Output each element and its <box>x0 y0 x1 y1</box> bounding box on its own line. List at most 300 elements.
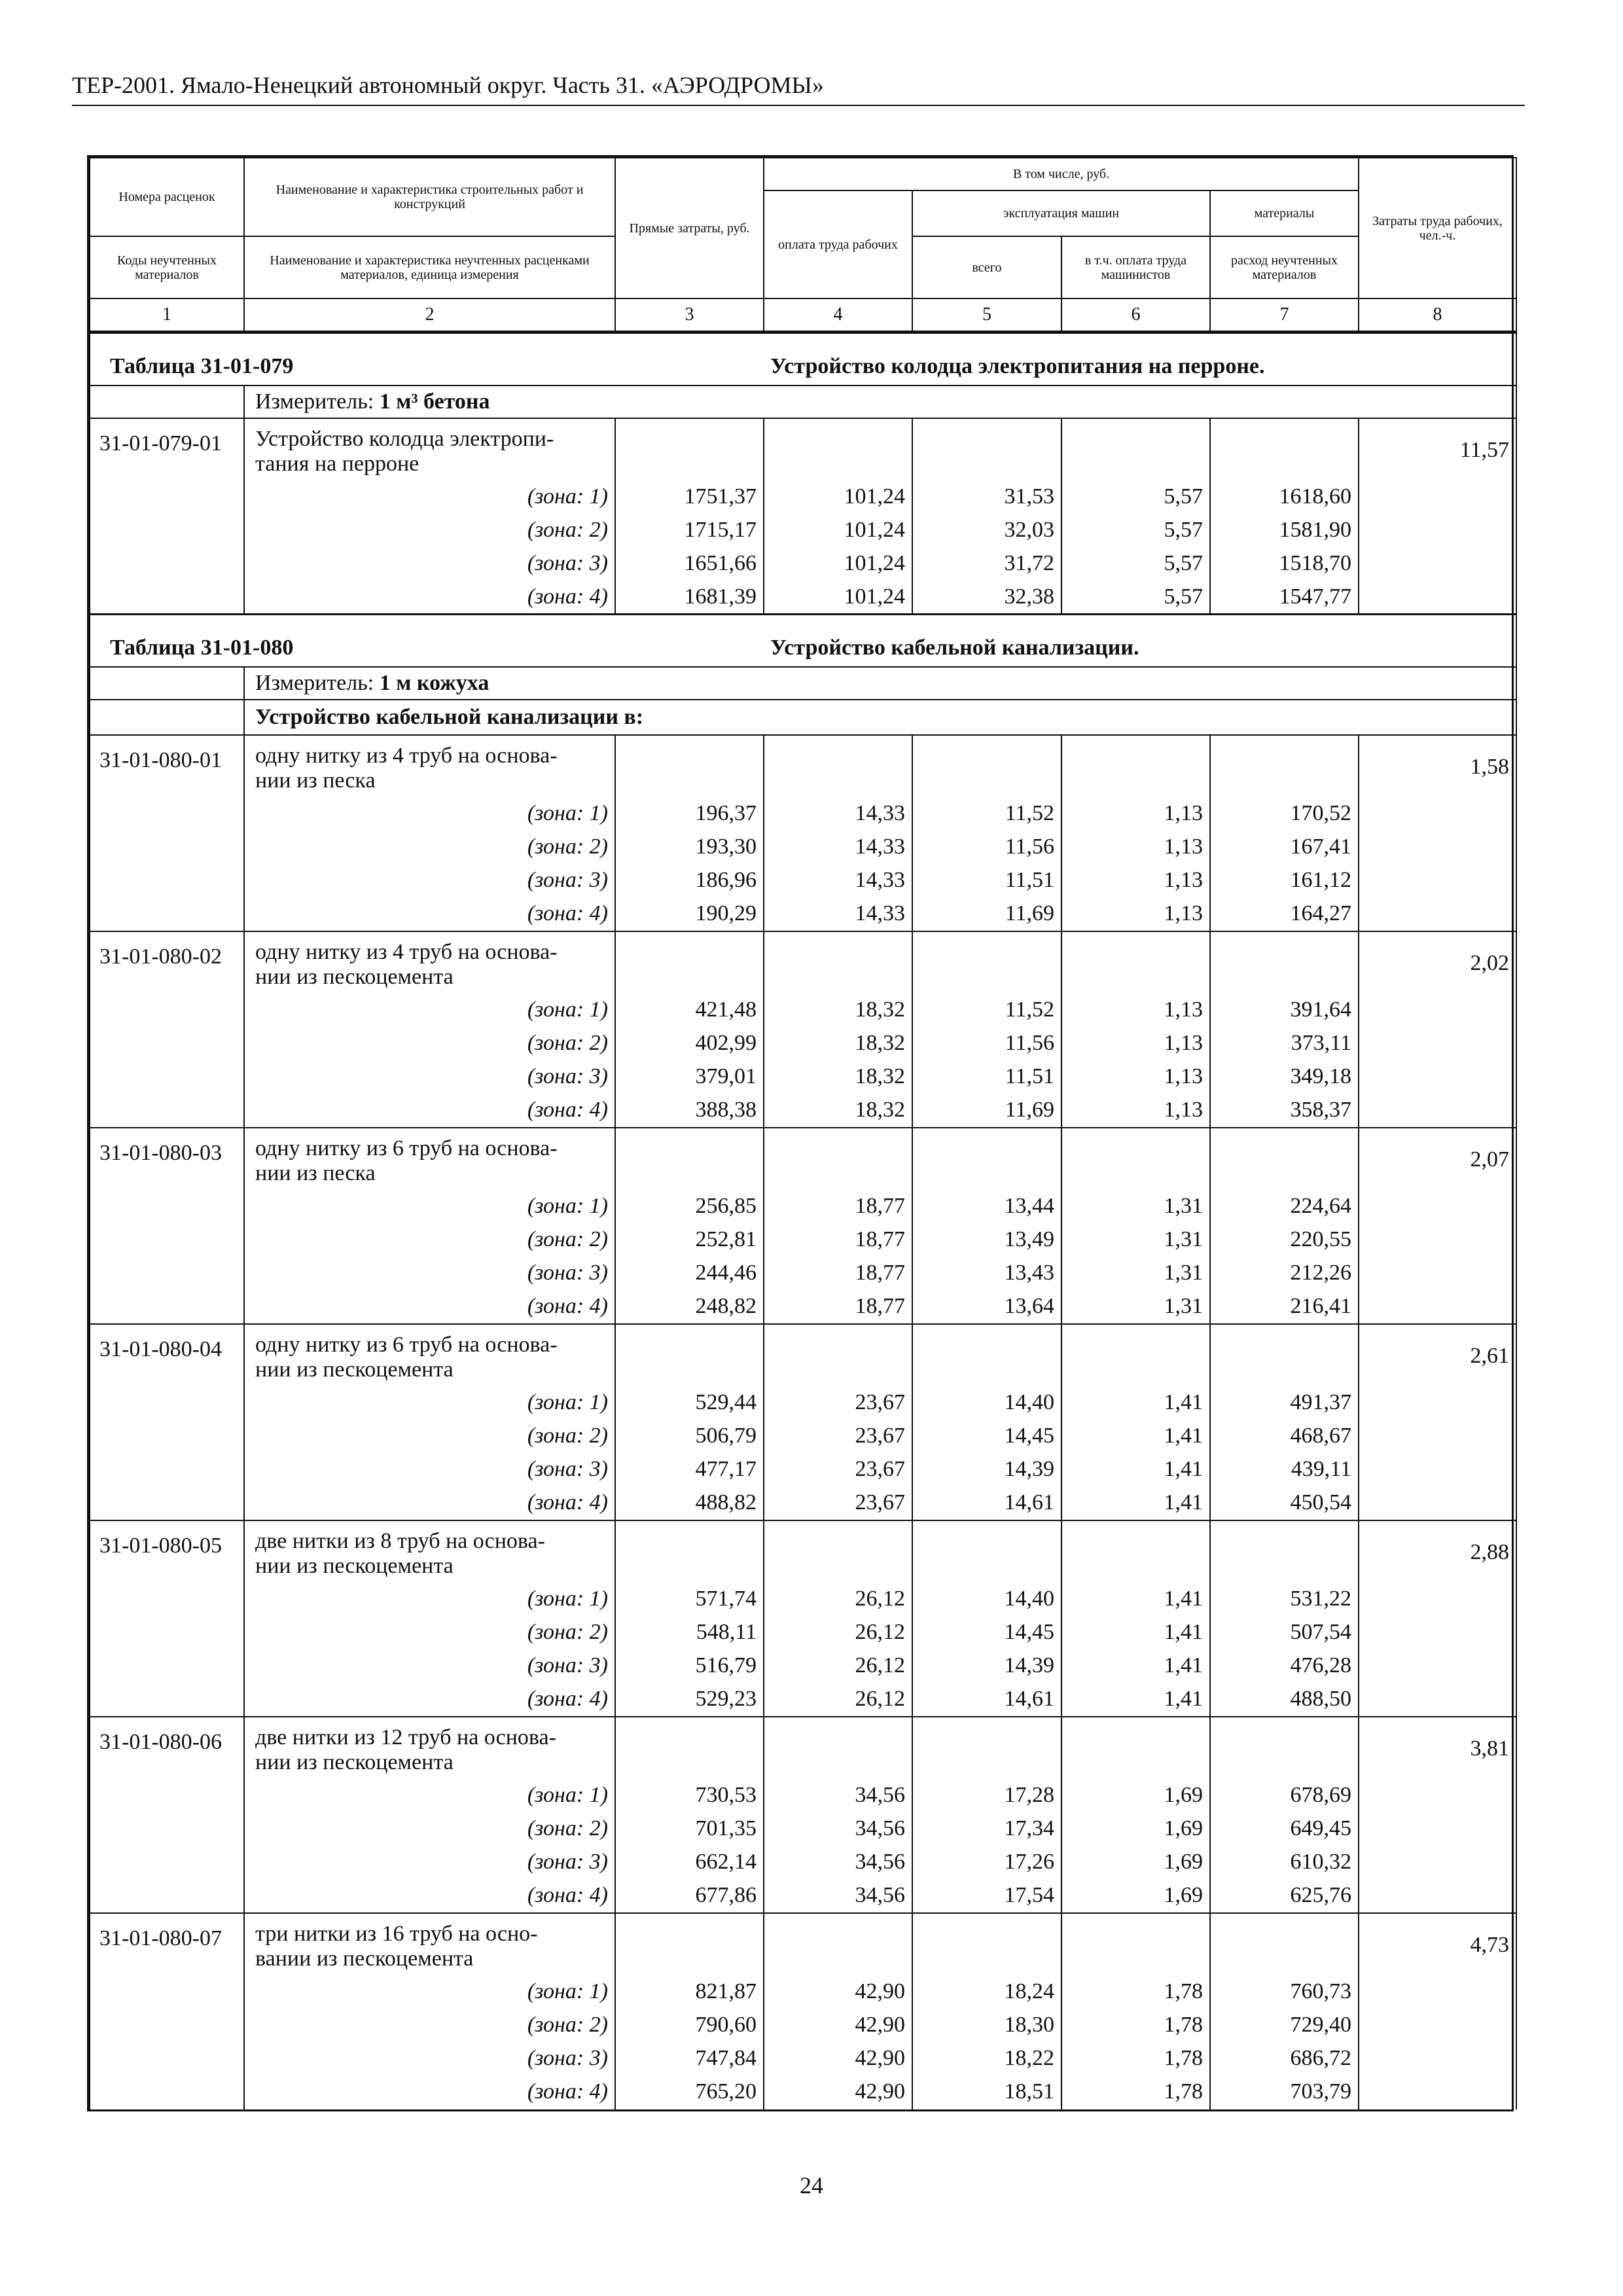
header-operator-wages: в т.ч. оплата труда машинистов <box>1061 236 1210 298</box>
machine-costs: 31,53 <box>912 481 1061 514</box>
header-material-codes: Коды неучтенных материалов <box>90 236 244 298</box>
operator-wages: 1,13 <box>1061 798 1210 831</box>
material-costs: 450,54 <box>1210 1487 1359 1520</box>
zone-label: (зона: 3) <box>244 1846 615 1880</box>
zone-label: (зона: 2) <box>244 2009 615 2043</box>
material-costs: 373,11 <box>1210 1028 1359 1061</box>
zone-label: (зона: 4) <box>244 1487 615 1520</box>
rate-code: 31-01-080-04 <box>90 1324 244 1520</box>
labor-costs: 2,07 <box>1359 1128 1516 1324</box>
machine-costs: 31,72 <box>912 548 1061 581</box>
zone-row <box>90 548 1516 581</box>
direct-costs: 248,82 <box>615 1291 764 1324</box>
material-costs: 476,28 <box>1210 1650 1359 1683</box>
direct-costs: 1751,37 <box>615 481 764 514</box>
zone-row <box>90 1094 1516 1128</box>
worker-wages: 14,33 <box>764 798 912 831</box>
zone-label: (зона: 2) <box>244 1224 615 1257</box>
header-wages: оплата труда рабочих <box>764 190 912 298</box>
material-costs: 678,69 <box>1210 1780 1359 1813</box>
empty-cell <box>1061 1128 1210 1191</box>
zone-row <box>90 1813 1516 1846</box>
machine-costs: 14,40 <box>912 1583 1061 1617</box>
material-costs: 703,79 <box>1210 2076 1359 2109</box>
rate-position-row <box>90 735 1516 798</box>
direct-costs: 488,82 <box>615 1487 764 1520</box>
table-id: Таблица 31-01-079 <box>110 354 294 378</box>
zone-label: (зона: 1) <box>244 798 615 831</box>
direct-costs: 244,46 <box>615 1257 764 1291</box>
machine-costs: 11,52 <box>912 798 1061 831</box>
zone-label: (зона: 2) <box>244 1617 615 1650</box>
rate-name-line: вании из пескоцемента <box>255 1946 474 1971</box>
empty-cell <box>615 1717 764 1780</box>
rate-name-line: две нитки из 8 труб на основа- <box>255 1528 545 1553</box>
machine-costs: 11,51 <box>912 865 1061 898</box>
worker-wages: 101,24 <box>764 548 912 581</box>
zone-row <box>90 1617 1516 1650</box>
zone-label: (зона: 4) <box>244 2076 615 2109</box>
operator-wages: 1,13 <box>1061 831 1210 865</box>
direct-costs: 477,17 <box>615 1454 764 1487</box>
zone-row <box>90 1224 1516 1257</box>
direct-costs: 256,85 <box>615 1191 764 1224</box>
zone-label: (зона: 3) <box>244 1454 615 1487</box>
machine-costs: 11,69 <box>912 898 1061 931</box>
material-costs: 729,40 <box>1210 2009 1359 2043</box>
zone-row <box>90 1291 1516 1324</box>
rate-name <box>244 1324 615 1387</box>
empty-cell <box>615 1128 764 1191</box>
rate-name-line: нии из песка <box>255 768 376 793</box>
empty-cell <box>615 1520 764 1583</box>
column-number: 6 <box>1061 298 1210 331</box>
column-number: 1 <box>90 298 244 331</box>
operator-wages: 1,78 <box>1061 2009 1210 2043</box>
empty-cell <box>615 735 764 798</box>
machine-costs: 17,54 <box>912 1880 1061 1913</box>
material-costs: 161,12 <box>1210 865 1359 898</box>
zone-label: (зона: 3) <box>244 1061 615 1094</box>
material-costs: 1581,90 <box>1210 514 1359 548</box>
zone-row <box>90 1061 1516 1094</box>
material-costs: 220,55 <box>1210 1224 1359 1257</box>
zone-row <box>90 865 1516 898</box>
material-costs: 216,41 <box>1210 1291 1359 1324</box>
meter-value: 1 м кожуха <box>379 670 490 695</box>
rate-name-line: тания на перроне <box>255 451 419 476</box>
worker-wages: 18,32 <box>764 1028 912 1061</box>
material-costs: 164,27 <box>1210 898 1359 931</box>
worker-wages: 34,56 <box>764 1846 912 1880</box>
table-title-row <box>90 615 1516 667</box>
header-material-names: Наименование и характеристика неучтенных расценками материалов, единица измерения <box>244 236 615 298</box>
operator-wages: 1,41 <box>1061 1454 1210 1487</box>
worker-wages: 34,56 <box>764 1780 912 1813</box>
rate-name-line: нии из пескоцемента <box>255 1357 454 1382</box>
machine-costs: 17,26 <box>912 1846 1061 1880</box>
zone-row <box>90 1454 1516 1487</box>
zone-label: (зона: 2) <box>244 514 615 548</box>
empty-cell <box>912 418 1061 481</box>
zone-row <box>90 2043 1516 2076</box>
worker-wages: 26,12 <box>764 1683 912 1717</box>
machine-costs: 32,38 <box>912 581 1061 615</box>
zone-label: (зона: 2) <box>244 831 615 865</box>
material-costs: 358,37 <box>1210 1094 1359 1128</box>
rate-name-line: одну нитку из 4 труб на основа- <box>255 743 558 768</box>
zone-row <box>90 1846 1516 1880</box>
machine-costs: 14,39 <box>912 1454 1061 1487</box>
meter-label: Измеритель: <box>255 389 374 414</box>
zone-row <box>90 1420 1516 1454</box>
direct-costs: 701,35 <box>615 1813 764 1846</box>
meter-value: 1 м³ бетона <box>379 389 490 414</box>
zone-label: (зона: 2) <box>244 1028 615 1061</box>
operator-wages: 1,78 <box>1061 1976 1210 2009</box>
empty-cell <box>912 1717 1061 1780</box>
rate-name-line: нии из пескоцемента <box>255 1553 454 1578</box>
worker-wages: 18,32 <box>764 1061 912 1094</box>
operator-wages: 1,78 <box>1061 2043 1210 2076</box>
operator-wages: 1,13 <box>1061 865 1210 898</box>
machine-costs: 14,61 <box>912 1487 1061 1520</box>
table-title: Устройство колодца электропитания на перроне. <box>770 354 1265 378</box>
rate-position-row <box>90 1520 1516 1583</box>
worker-wages: 34,56 <box>764 1880 912 1913</box>
operator-wages: 1,69 <box>1061 1846 1210 1880</box>
machine-costs: 17,34 <box>912 1813 1061 1846</box>
rate-position-row <box>90 1128 1516 1191</box>
worker-wages: 18,32 <box>764 1094 912 1128</box>
table-title: Устройство кабельной канализации. <box>770 636 1139 660</box>
empty-cell <box>615 1913 764 1976</box>
empty-cell <box>1210 1128 1359 1191</box>
empty-cell <box>1061 1717 1210 1780</box>
empty-cell <box>912 1520 1061 1583</box>
empty-cell <box>912 735 1061 798</box>
worker-wages: 23,67 <box>764 1420 912 1454</box>
empty-cell <box>764 735 912 798</box>
operator-wages: 5,57 <box>1061 548 1210 581</box>
group-heading: Устройство кабельной канализации в: <box>244 700 1516 735</box>
direct-costs: 402,99 <box>615 1028 764 1061</box>
direct-costs: 190,29 <box>615 898 764 931</box>
machine-costs: 18,24 <box>912 1976 1061 2009</box>
empty-cell <box>1210 1717 1359 1780</box>
direct-costs: 529,23 <box>615 1683 764 1717</box>
machine-costs: 11,69 <box>912 1094 1061 1128</box>
zone-label: (зона: 1) <box>244 1387 615 1420</box>
zone-label: (зона: 2) <box>244 1813 615 1846</box>
zone-row <box>90 1780 1516 1813</box>
empty-cell <box>764 1520 912 1583</box>
worker-wages: 101,24 <box>764 481 912 514</box>
zone-row <box>90 514 1516 548</box>
rate-position-row <box>90 931 1516 994</box>
empty-cell <box>1061 1913 1210 1976</box>
rate-code: 31-01-080-03 <box>90 1128 244 1324</box>
header-materials: материалы <box>1210 190 1359 236</box>
material-costs: 491,37 <box>1210 1387 1359 1420</box>
running-head: ТЕР-2001. Ямало-Ненецкий автономный округ. Часть 31. «АЭРОДРОМЫ» <box>72 71 1525 106</box>
zone-row <box>90 2076 1516 2109</box>
rate-name-line: нии из песка <box>255 1160 376 1185</box>
zone-label: (зона: 1) <box>244 1976 615 2009</box>
direct-costs: 677,86 <box>615 1880 764 1913</box>
zone-label: (зона: 1) <box>244 994 615 1028</box>
rate-position-row <box>90 1717 1516 1780</box>
operator-wages: 1,41 <box>1061 1387 1210 1420</box>
empty-cell <box>912 1913 1061 1976</box>
operator-wages: 1,41 <box>1061 1420 1210 1454</box>
zone-label: (зона: 2) <box>244 1420 615 1454</box>
machine-costs: 11,51 <box>912 1061 1061 1094</box>
group-spacer <box>90 700 244 735</box>
table-id: Таблица 31-01-080 <box>110 636 294 660</box>
direct-costs: 529,44 <box>615 1387 764 1420</box>
direct-costs: 379,01 <box>615 1061 764 1094</box>
zone-label: (зона: 4) <box>244 581 615 615</box>
machine-costs: 14,45 <box>912 1420 1061 1454</box>
worker-wages: 26,12 <box>764 1617 912 1650</box>
empty-cell <box>1061 1520 1210 1583</box>
rate-name-line: две нитки из 12 труб на основа- <box>255 1725 556 1749</box>
labor-costs: 11,57 <box>1359 418 1516 615</box>
zone-label: (зона: 3) <box>244 865 615 898</box>
zone-label: (зона: 1) <box>244 1583 615 1617</box>
direct-costs: 548,11 <box>615 1617 764 1650</box>
zone-row <box>90 481 1516 514</box>
zone-row <box>90 898 1516 931</box>
column-numbers-row <box>90 298 1516 331</box>
zone-row <box>90 994 1516 1028</box>
zone-row <box>90 831 1516 865</box>
header-direct-costs: Прямые затраты, руб. <box>615 158 764 298</box>
zone-label: (зона: 3) <box>244 1650 615 1683</box>
header-labor-costs: Затраты труда рабочих, чел.-ч. <box>1359 158 1516 298</box>
empty-cell <box>764 931 912 994</box>
operator-wages: 1,41 <box>1061 1617 1210 1650</box>
machine-costs: 13,44 <box>912 1191 1061 1224</box>
zone-row <box>90 1650 1516 1683</box>
machine-costs: 11,52 <box>912 994 1061 1028</box>
operator-wages: 1,41 <box>1061 1583 1210 1617</box>
table-header <box>89 157 1517 332</box>
zone-label: (зона: 1) <box>244 481 615 514</box>
zone-label: (зона: 4) <box>244 1291 615 1324</box>
rate-code: 31-01-080-06 <box>90 1717 244 1913</box>
direct-costs: 193,30 <box>615 831 764 865</box>
operator-wages: 1,41 <box>1061 1650 1210 1683</box>
column-number: 8 <box>1359 298 1516 331</box>
machine-costs: 11,56 <box>912 831 1061 865</box>
zone-label: (зона: 1) <box>244 1780 615 1813</box>
operator-wages: 5,57 <box>1061 581 1210 615</box>
worker-wages: 18,77 <box>764 1224 912 1257</box>
zone-row <box>90 1387 1516 1420</box>
material-costs: 1618,60 <box>1210 481 1359 514</box>
direct-costs: 821,87 <box>615 1976 764 2009</box>
operator-wages: 1,31 <box>1061 1291 1210 1324</box>
machine-costs: 18,51 <box>912 2076 1061 2109</box>
zone-label: (зона: 1) <box>244 1191 615 1224</box>
zone-label: (зона: 4) <box>244 898 615 931</box>
material-costs: 1547,77 <box>1210 581 1359 615</box>
rates-body <box>89 332 1517 2109</box>
zone-row <box>90 2009 1516 2043</box>
empty-cell <box>1210 1324 1359 1387</box>
material-costs: 531,22 <box>1210 1583 1359 1617</box>
worker-wages: 23,67 <box>764 1487 912 1520</box>
material-costs: 349,18 <box>1210 1061 1359 1094</box>
material-costs: 686,72 <box>1210 2043 1359 2076</box>
rate-name <box>244 1717 615 1780</box>
empty-cell <box>1210 1913 1359 1976</box>
zone-label: (зона: 3) <box>244 548 615 581</box>
rate-name-line: нии из пескоцемента <box>255 964 454 989</box>
empty-cell <box>1210 931 1359 994</box>
direct-costs: 790,60 <box>615 2009 764 2043</box>
worker-wages: 23,67 <box>764 1454 912 1487</box>
rate-code: 31-01-080-01 <box>90 735 244 931</box>
zone-label: (зона: 4) <box>244 1683 615 1717</box>
empty-cell <box>1061 931 1210 994</box>
header-unaccounted-materials: расход неучтенных материалов <box>1210 236 1359 298</box>
header-machine-operation: эксплуатация машин <box>912 190 1210 236</box>
zone-row <box>90 1028 1516 1061</box>
direct-costs: 186,96 <box>615 865 764 898</box>
meter-row <box>90 667 1516 700</box>
zone-row <box>90 1257 1516 1291</box>
zone-label: (зона: 4) <box>244 1094 615 1128</box>
machine-costs: 18,22 <box>912 2043 1061 2076</box>
zone-label: (зона: 3) <box>244 2043 615 2076</box>
operator-wages: 1,69 <box>1061 1780 1210 1813</box>
direct-costs: 747,84 <box>615 2043 764 2076</box>
header-rate-number: Номера расценок <box>90 158 244 236</box>
empty-cell <box>1061 1324 1210 1387</box>
header-including: В том числе, руб. <box>764 158 1359 190</box>
rate-name-line: одну нитку из 6 труб на основа- <box>255 1332 558 1357</box>
direct-costs: 1651,66 <box>615 548 764 581</box>
labor-costs: 2,88 <box>1359 1520 1516 1717</box>
worker-wages: 18,32 <box>764 994 912 1028</box>
rate-name <box>244 1520 615 1583</box>
direct-costs: 252,81 <box>615 1224 764 1257</box>
rate-name-line: три нитки из 16 труб на осно- <box>255 1921 538 1946</box>
zone-label: (зона: 4) <box>244 1880 615 1913</box>
direct-costs: 1715,17 <box>615 514 764 548</box>
meter <box>244 386 1516 418</box>
machine-costs: 14,45 <box>912 1617 1061 1650</box>
empty-cell <box>1210 735 1359 798</box>
zone-row <box>90 581 1516 615</box>
rate-name-line: одну нитку из 4 труб на основа- <box>255 939 558 964</box>
operator-wages: 1,41 <box>1061 1487 1210 1520</box>
meter <box>244 667 1516 700</box>
direct-costs: 1681,39 <box>615 581 764 615</box>
rate-name-line: нии из пескоцемента <box>255 1749 454 1774</box>
rates-sheet <box>87 155 1514 2111</box>
machine-costs: 13,49 <box>912 1224 1061 1257</box>
material-costs: 468,67 <box>1210 1420 1359 1454</box>
machine-costs: 13,43 <box>912 1257 1061 1291</box>
worker-wages: 18,77 <box>764 1257 912 1291</box>
column-number: 5 <box>912 298 1061 331</box>
operator-wages: 5,57 <box>1061 481 1210 514</box>
rate-code: 31-01-080-02 <box>90 931 244 1128</box>
worker-wages: 14,33 <box>764 898 912 931</box>
worker-wages: 14,33 <box>764 831 912 865</box>
material-costs: 760,73 <box>1210 1976 1359 2009</box>
page-number: 24 <box>800 2172 823 2198</box>
empty-cell <box>912 931 1061 994</box>
machine-costs: 11,56 <box>912 1028 1061 1061</box>
direct-costs: 662,14 <box>615 1846 764 1880</box>
rate-position-row <box>90 418 1516 481</box>
worker-wages: 101,24 <box>764 514 912 548</box>
empty-cell <box>615 418 764 481</box>
material-costs: 625,76 <box>1210 1880 1359 1913</box>
direct-costs: 388,38 <box>615 1094 764 1128</box>
empty-cell <box>764 1717 912 1780</box>
worker-wages: 18,77 <box>764 1291 912 1324</box>
operator-wages: 1,69 <box>1061 1813 1210 1846</box>
material-costs: 391,64 <box>1210 994 1359 1028</box>
worker-wages: 42,90 <box>764 1976 912 2009</box>
labor-costs: 1,58 <box>1359 735 1516 931</box>
meter-spacer <box>90 667 244 700</box>
direct-costs: 765,20 <box>615 2076 764 2109</box>
empty-cell <box>1210 1520 1359 1583</box>
header-machines-total: всего <box>912 236 1061 298</box>
operator-wages: 1,13 <box>1061 994 1210 1028</box>
labor-costs: 4,73 <box>1359 1913 1516 2109</box>
meter-label: Измеритель: <box>255 670 374 695</box>
rate-position-row <box>90 1913 1516 1976</box>
column-number: 4 <box>764 298 912 331</box>
material-costs: 488,50 <box>1210 1683 1359 1717</box>
zone-row <box>90 1880 1516 1913</box>
worker-wages: 26,12 <box>764 1650 912 1683</box>
direct-costs: 196,37 <box>615 798 764 831</box>
machine-costs: 18,30 <box>912 2009 1061 2043</box>
machine-costs: 32,03 <box>912 514 1061 548</box>
table-title-row <box>90 333 1516 386</box>
direct-costs: 421,48 <box>615 994 764 1028</box>
empty-cell <box>764 1913 912 1976</box>
rate-name <box>244 735 615 798</box>
material-costs: 649,45 <box>1210 1813 1359 1846</box>
rate-code: 31-01-079-01 <box>90 418 244 615</box>
direct-costs: 506,79 <box>615 1420 764 1454</box>
empty-cell <box>764 418 912 481</box>
operator-wages: 1,31 <box>1061 1257 1210 1291</box>
machine-costs: 17,28 <box>912 1780 1061 1813</box>
machine-costs: 14,40 <box>912 1387 1061 1420</box>
worker-wages: 42,90 <box>764 2076 912 2109</box>
operator-wages: 1,78 <box>1061 2076 1210 2109</box>
worker-wages: 26,12 <box>764 1583 912 1617</box>
machine-costs: 14,61 <box>912 1683 1061 1717</box>
empty-cell <box>615 931 764 994</box>
rate-code: 31-01-080-07 <box>90 1913 244 2109</box>
operator-wages: 1,13 <box>1061 1028 1210 1061</box>
zone-row <box>90 1583 1516 1617</box>
worker-wages: 23,67 <box>764 1387 912 1420</box>
worker-wages: 18,77 <box>764 1191 912 1224</box>
